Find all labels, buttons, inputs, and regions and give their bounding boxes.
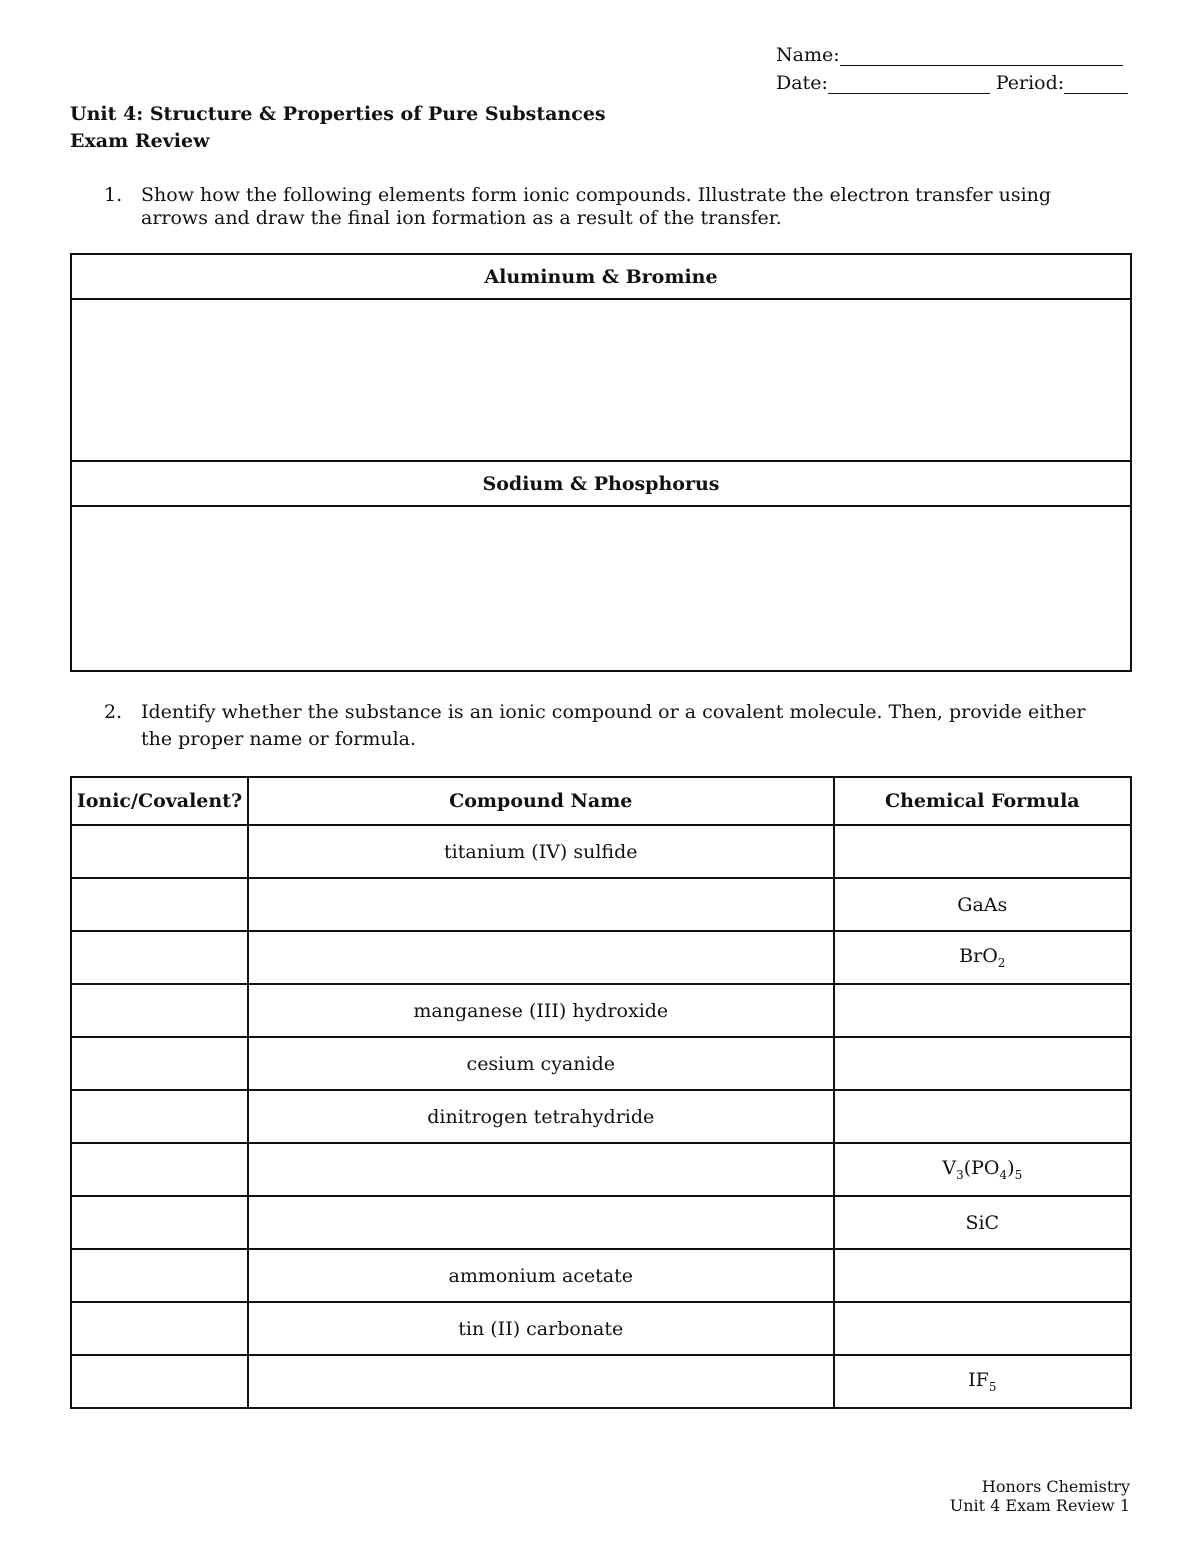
formula-cell: $IF_5$ [834, 1355, 1131, 1408]
course-name: Honors Chemistry [981, 1477, 1130, 1496]
period-blank[interactable] [1064, 73, 1128, 94]
formula-cell: SiC [834, 1196, 1131, 1249]
formula-cell[interactable] [834, 825, 1131, 878]
pair-header-2: Sodium & Phosphorus [72, 462, 1130, 507]
question-1-text: Show how the following elements form ionic compounds. Illustrate the electron transfer using arrows and draw the final ion formation as a result of the transfer. [141, 184, 1052, 229]
question-2 [104, 699, 1104, 753]
col-compound-name: Compound Name [248, 777, 834, 825]
page-label: Unit 4 Exam Review 1 [949, 1496, 1130, 1515]
name-label: Name: [776, 44, 840, 66]
table-row [71, 1196, 1131, 1249]
formula-cell[interactable] [834, 1302, 1131, 1355]
table-row [71, 1143, 1131, 1196]
date-period-row [776, 66, 1128, 94]
formula-cell: $V_3(PO_4)_5$ [834, 1143, 1131, 1196]
formula-cell[interactable] [834, 1037, 1131, 1090]
name-cell: cesium cyanide [248, 1037, 834, 1090]
type-cell[interactable] [71, 1090, 248, 1143]
name-cell: ammonium acetate [248, 1249, 834, 1302]
type-cell[interactable] [71, 1196, 248, 1249]
name-cell: tin (II) carbonate [248, 1302, 834, 1355]
question-2-text: Identify whether the substance is an ionic compound or a covalent molecule. Then, provide either the proper name or formula. [141, 701, 1086, 750]
drawing-area-1[interactable] [72, 300, 1130, 462]
table-row [71, 1037, 1131, 1090]
type-cell[interactable] [71, 878, 248, 931]
type-cell[interactable] [71, 1302, 248, 1355]
name-cell[interactable] [248, 1196, 834, 1249]
question-1 [104, 184, 1104, 230]
student-info-fields [776, 38, 1128, 94]
name-cell[interactable] [248, 1143, 834, 1196]
name-cell: titanium (IV) sulfide [248, 825, 834, 878]
name-cell[interactable] [248, 1355, 834, 1408]
drawing-area-2[interactable] [72, 507, 1130, 670]
type-cell[interactable] [71, 825, 248, 878]
name-blank[interactable] [840, 45, 1123, 66]
question-1-number: 1. [104, 184, 123, 206]
type-cell[interactable] [71, 1249, 248, 1302]
table-row [71, 984, 1131, 1037]
exam-review-subtitle: Exam Review [70, 130, 210, 152]
document-title [70, 101, 606, 155]
table-row [71, 1249, 1131, 1302]
pair-header-1: Aluminum & Bromine [72, 255, 1130, 300]
compound-table-body [71, 825, 1131, 1408]
table-row [71, 1355, 1131, 1408]
compound-table [70, 776, 1132, 1409]
table-row [71, 825, 1131, 878]
name-cell[interactable] [248, 931, 834, 984]
table-row [71, 1090, 1131, 1143]
table-row [71, 931, 1131, 984]
page-footer [950, 1477, 1130, 1515]
period-label: Period: [995, 72, 1065, 94]
unit-title: Unit 4: Structure & Properties of Pure Substances [70, 103, 606, 125]
table-row [71, 878, 1131, 931]
type-cell[interactable] [71, 1143, 248, 1196]
type-cell[interactable] [71, 931, 248, 984]
name-cell[interactable] [248, 878, 834, 931]
name-cell: dinitrogen tetrahydride [248, 1090, 834, 1143]
ionic-transfer-table [70, 253, 1132, 672]
formula-cell[interactable] [834, 984, 1131, 1037]
name-cell: manganese (III) hydroxide [248, 984, 834, 1037]
question-2-number: 2. [104, 701, 123, 723]
formula-cell: GaAs [834, 878, 1131, 931]
type-cell[interactable] [71, 1355, 248, 1408]
formula-cell[interactable] [834, 1090, 1131, 1143]
table-row [71, 1302, 1131, 1355]
type-cell[interactable] [71, 984, 248, 1037]
date-label: Date: [776, 72, 828, 94]
name-row [776, 38, 1128, 66]
col-chemical-formula: Chemical Formula [834, 777, 1131, 825]
compound-table-header [71, 777, 1131, 825]
formula-cell[interactable] [834, 1249, 1131, 1302]
col-ionic-covalent: Ionic/Covalent? [71, 777, 248, 825]
formula-cell: BrO$_2$ [834, 931, 1131, 984]
date-blank[interactable] [828, 73, 990, 94]
type-cell[interactable] [71, 1037, 248, 1090]
